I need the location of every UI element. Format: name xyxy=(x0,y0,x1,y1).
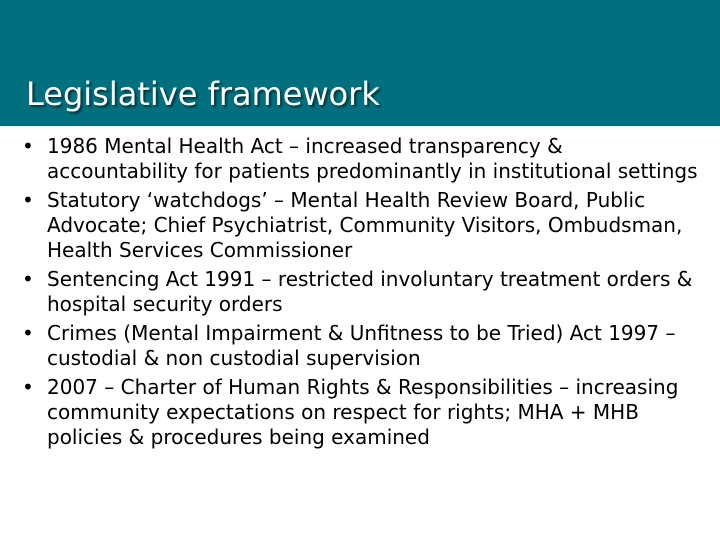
bullet-text: 2007 – Charter of Human Rights & Responsibilities – increasing community expectations on respect for rights; MHA + MHB policies & procedures being examined xyxy=(47,375,679,449)
bullet-icon: • xyxy=(22,321,34,345)
bullet-item xyxy=(22,375,702,450)
bullet-list xyxy=(22,134,702,454)
bullet-item xyxy=(22,321,702,371)
bullet-item xyxy=(22,134,702,184)
bullet-icon: • xyxy=(22,134,34,158)
bullet-icon: • xyxy=(22,267,34,291)
bullet-item xyxy=(22,188,702,263)
bullet-icon: • xyxy=(22,375,34,399)
bullet-text: Sentencing Act 1991 – restricted involuntary treatment orders & hospital security orders xyxy=(47,267,693,316)
title-banner xyxy=(0,0,720,126)
bullet-icon: • xyxy=(22,188,34,212)
bullet-text: 1986 Mental Health Act – increased transparency & accountability for patients predominantly in institutional settings xyxy=(47,134,698,183)
slide-title: Legislative framework xyxy=(26,75,380,113)
bullet-item xyxy=(22,267,702,317)
bullet-text: Crimes (Mental Impairment & Unfitness to be Tried) Act 1997 – custodial & non custodial supervision xyxy=(47,321,676,370)
bullet-text: Statutory ‘watchdogs’ – Mental Health Review Board, Public Advocate; Chief Psychiatrist, Community Visitors, Ombudsman, Health Services Commissioner xyxy=(47,188,683,262)
